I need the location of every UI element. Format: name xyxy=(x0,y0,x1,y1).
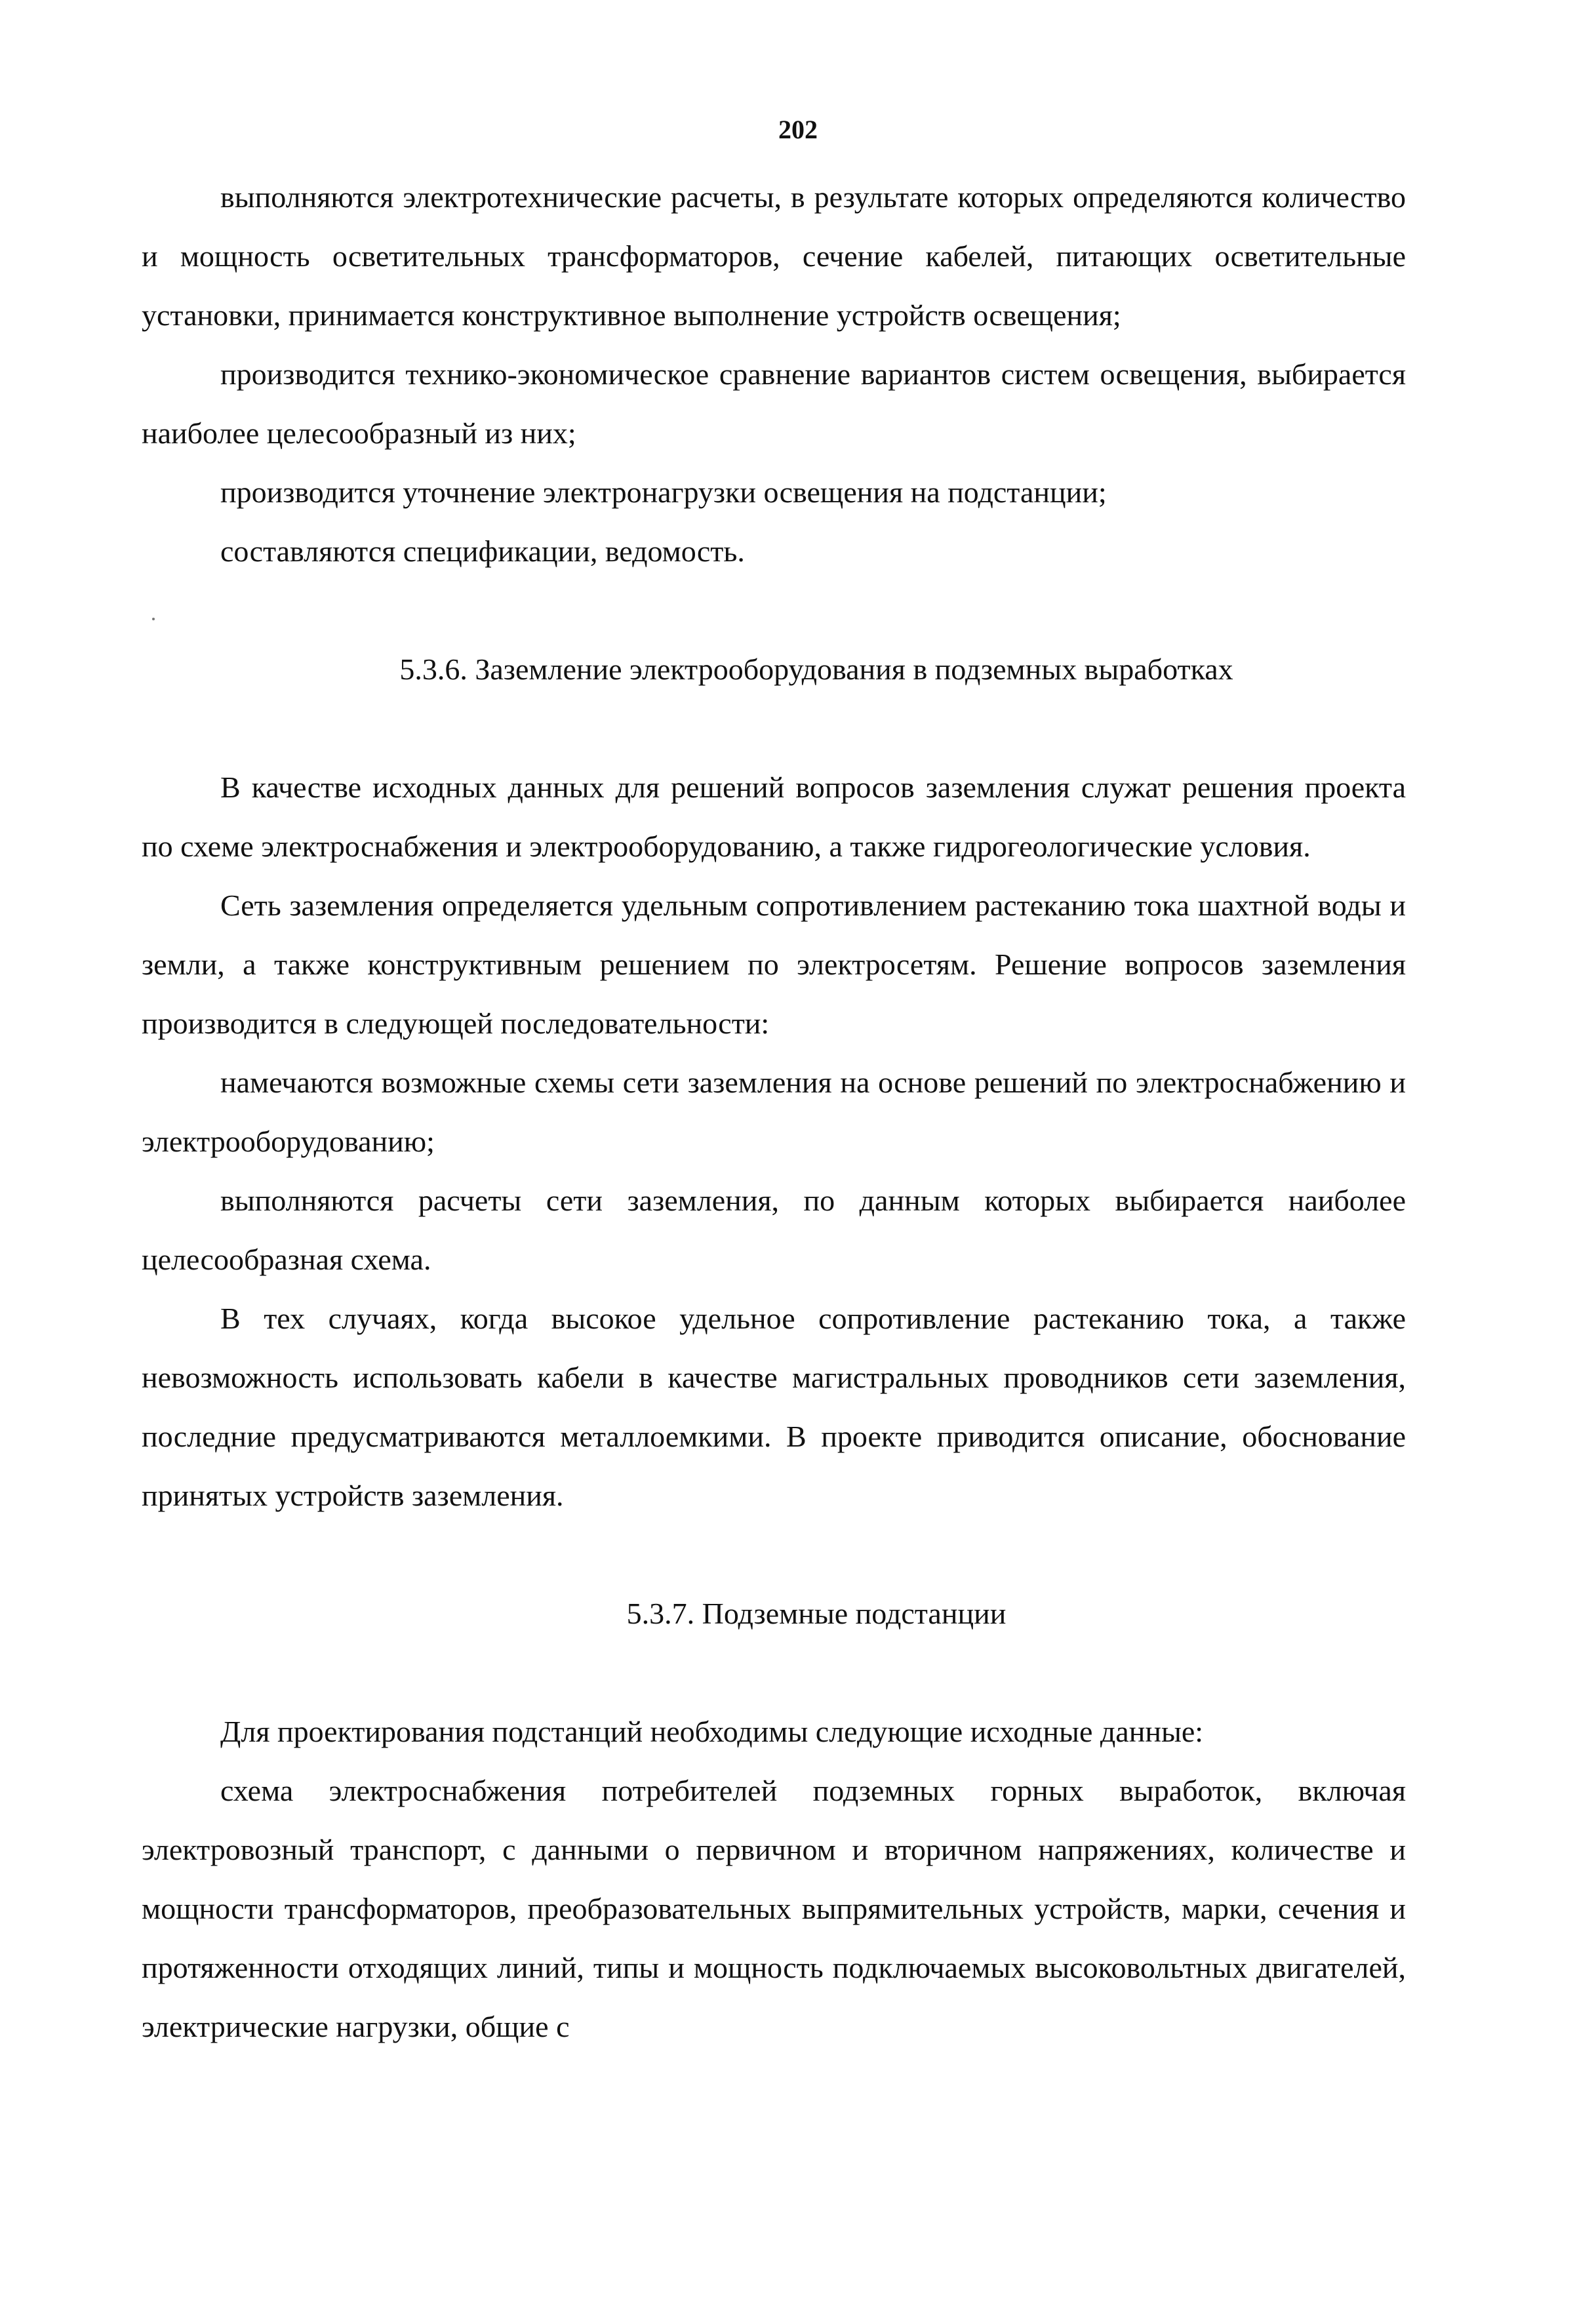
paragraph-comparison: производится технико-экономическое сравнение вариантов систем освещения, выбирается наиболее целесообразный из них; xyxy=(142,357,1406,450)
paragraph-grounding-network: Сеть заземления определяется удельным сопротивлением растеканию тока шахтной воды и земли, а также конструктивным решением по электросетям. Решение вопросов заземления производится в следующей последовательности: xyxy=(142,889,1406,1040)
page-body xyxy=(142,168,1406,2056)
page-number: 202 xyxy=(778,115,818,144)
spacer xyxy=(142,699,1406,758)
paragraph-load-refinement: производится уточнение электронагрузки освещения на подстанции; xyxy=(220,475,1107,509)
paragraph-specifications: составляются спецификации, ведомость. xyxy=(220,534,745,568)
paragraph-substation-inputs: Для проектирования подстанций необходимы следующие исходные данные: xyxy=(220,1715,1204,1748)
paragraph-power-supply-scheme: схема электроснабжения потребителей подземных горных выработок, включая электровозный транспорт, с данными о первичном и вторичном напряжениях, количестве и мощности трансформаторов, преобразовательных выпрямительных устройств, марки, сечения и протяженности отходящих линий, типы и мощность подключаемых высоковольтных двигателей, электрические нагрузки, общие с xyxy=(142,1774,1406,2043)
spacer xyxy=(142,1643,1406,1702)
paragraph-calculations: выполняются электротехнические расчеты, в результате которых определяются количество и мощность осветительных трансформаторов, сечение кабелей, питающих осветительные установки, принимается конструктивное выполнение устройств освещения; xyxy=(142,180,1406,332)
paragraph-grounding-schemes: намечаются возможные схемы сети заземления на основе решений по электроснабжению и электрооборудованию; xyxy=(142,1066,1406,1158)
section-heading-grounding: 5.3.6. Заземление электрооборудования в подземных выработках xyxy=(399,652,1233,686)
spacer xyxy=(142,581,1406,640)
section-heading-substations: 5.3.7. Подземные подстанции xyxy=(626,1597,1007,1630)
paragraph-grounding-calculations: выполняются расчеты сети заземления, по данным которых выбирается наиболее целесообразная схема. xyxy=(142,1184,1406,1276)
paragraph-grounding-high-resistance: В тех случаях, когда высокое удельное сопротивление растеканию тока, а также невозможность использовать кабели в качестве магистральных проводников сети заземления, последние предусматриваются металлоемкими. В проекте приводится описание, обоснование принятых устройств заземления. xyxy=(142,1302,1406,1512)
spacer xyxy=(142,1525,1406,1584)
paragraph-grounding-inputs: В качестве исходных данных для решений вопросов заземления служат решения проекта по схеме электроснабжения и электрооборудованию, а также гидрогеологические условия. xyxy=(142,770,1406,863)
